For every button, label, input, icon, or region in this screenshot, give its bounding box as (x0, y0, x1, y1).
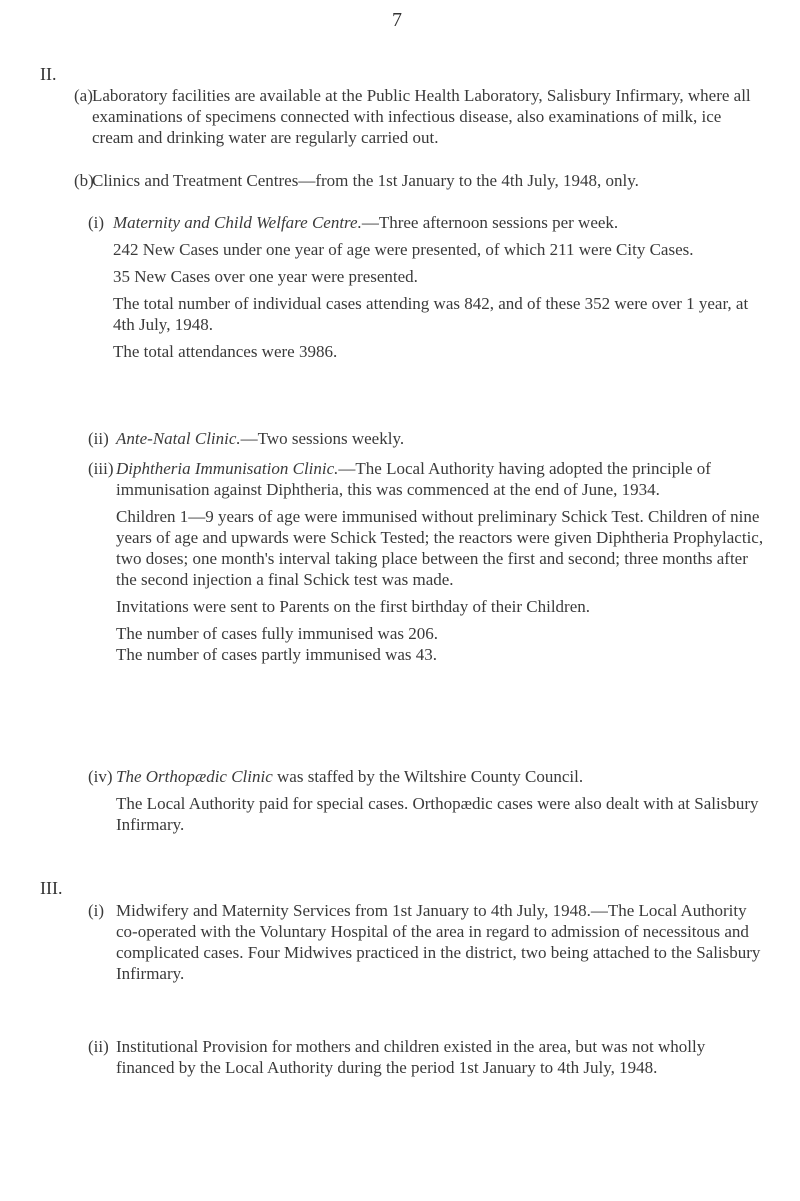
iii-sub-i-label: (i) (88, 901, 105, 920)
sub-iii-p3: The number of cases fully immunised was 206. (116, 624, 438, 643)
sub-iii-p4: The number of cases partly immunised was 43. (116, 645, 438, 664)
section-iii-sub-ii (88, 1036, 764, 1078)
sub-iii-p2: Invitations were sent to Parents on the first birthday of their Children. (116, 597, 591, 616)
sub-iii-title: Diphtheria Immunisation Clinic. (116, 459, 339, 478)
sub-i-intro (113, 212, 764, 233)
sub-iv-intro (116, 766, 764, 787)
page-number: 7 (392, 9, 402, 31)
sub-i-title: Maternity and Child Welfare Centre. (113, 213, 362, 232)
sub-iv-orthopaedic (88, 766, 764, 835)
sub-i-p2: 35 New Cases over one year were presented. (113, 267, 418, 286)
section-iii-numeral: III. (40, 878, 63, 898)
sub-i-label: (i) (88, 213, 105, 232)
sub-iii-label: (iii) (88, 459, 114, 478)
sub-iii-diphtheria (88, 458, 764, 665)
sub-i-maternity (88, 212, 764, 362)
sub-i-p3: The total number of individual cases attending was 842, and of these 352 were over 1 year, at 4th July, 1948. (113, 294, 749, 334)
sub-iv-title: The Orthopædic Clinic (116, 767, 273, 786)
sub-iii-p1: Children 1—9 years of age were immunised without preliminary Schick Test. Children of nine years of age and upwards were Schick Tested; the reactors were given Diphtheria Prophylactic, two doses; one month's interval taking place between the first and second; three months after the second injection a final Schick test was made. (116, 507, 764, 589)
section-ii-item-a (74, 85, 764, 148)
sub-ii-intro (116, 428, 764, 449)
sub-ii-text: —Two sessions weekly. (240, 429, 405, 448)
section-ii-item-b (74, 170, 764, 191)
sub-i-text: —Three afternoon sessions per week. (361, 213, 619, 232)
sub-iv-p1: The Local Authority paid for special cases. Orthopædic cases were also dealt with at Salisbury Infirmary. (116, 794, 759, 834)
sub-iv-text: was staffed by the Wiltshire County Council. (272, 767, 584, 786)
item-a-label: (a) (74, 86, 93, 105)
item-b-text: Clinics and Treatment Centres—from the 1st January to the 4th July, 1948, only. (92, 171, 639, 190)
sub-ii-label: (ii) (88, 429, 109, 448)
sub-iii-text: —The Local Authority having adopted the principle of immunisation against Diphtheria, this was commenced at the end of June, 1934. (116, 459, 711, 499)
sub-iii-intro (116, 458, 764, 500)
section-iii-sub-i (88, 900, 764, 984)
sub-iv-label: (iv) (88, 767, 113, 786)
sub-ii-title: Ante-Natal Clinic. (116, 429, 241, 448)
sub-ii-antenatal (88, 428, 764, 449)
item-a-text: Laboratory facilities are available at the Public Health Laboratory, Salisbury Infirmary, where all examinations of specimens connected with infectious disease, also examinations of milk, ice cream and drinking water are regularly carried out. (92, 86, 751, 147)
item-b-label: (b) (74, 171, 94, 190)
iii-sub-ii-text: Institutional Provision for mothers and children existed in the area, but was not wholly financed by the Local Authority during the period 1st January to 4th July, 1948. (116, 1037, 706, 1077)
section-ii-numeral: II. (40, 64, 57, 84)
sub-i-p4: The total attendances were 3986. (113, 342, 338, 361)
iii-sub-i-text: Midwifery and Maternity Services from 1st January to 4th July, 1948.—The Local Authority co-operated with the Voluntary Hospital of the area in regard to admission of necessitous and complicated cases. Four Midwives practiced in the district, two being attached to the Salisbury Infirmary. (116, 901, 761, 983)
sub-i-p1: 242 New Cases under one year of age were presented, of which 211 were City Cases. (113, 240, 694, 259)
iii-sub-ii-label: (ii) (88, 1037, 109, 1056)
